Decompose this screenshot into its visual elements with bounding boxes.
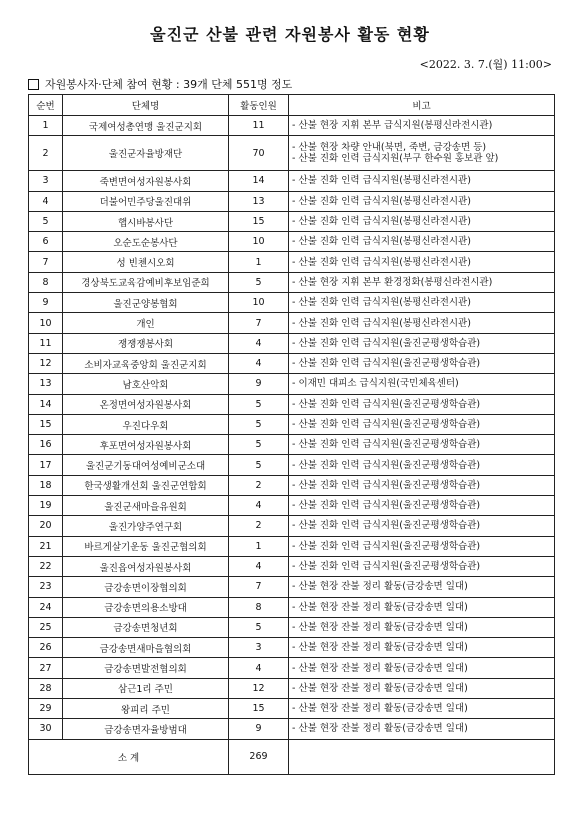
row-notes [289,272,555,292]
row-number: 26 [29,638,63,658]
row-number: 22 [29,556,63,576]
row-organization: 울진읍여성자원봉사회 [63,556,229,576]
row-count: 8 [229,597,289,617]
page-title: 울진군 산불 관련 자원봉사 활동 현황 [150,25,430,44]
row-count: 4 [229,353,289,373]
row-notes [289,719,555,739]
row-notes [289,516,555,536]
row-note-line: - 산불 진화 인력 급식지원(울진군평생학습관) [292,398,481,410]
row-organization: 울진군자율방재단 [63,136,229,171]
row-count: 5 [229,272,289,292]
row-note-line: - 이재민 대피소 급식지원(국민체육센터) [292,378,459,390]
row-number: 1 [29,116,63,136]
row-organization: 죽변면여성자원봉사회 [63,171,229,191]
table-row [29,272,555,292]
row-organization: 금강송면발전협의회 [63,658,229,678]
row-number: 25 [29,617,63,637]
row-notes [289,678,555,698]
table-row [29,252,555,272]
row-number: 4 [29,191,63,211]
row-notes [289,394,555,414]
header-notes: 비고 [289,95,555,116]
row-count: 13 [229,191,289,211]
row-number: 16 [29,435,63,455]
row-note-line: - 산불 진화 인력 급식지원(봉평신라전시관) [292,216,471,228]
table-row [29,394,555,414]
row-number: 5 [29,211,63,231]
row-note-line: - 산불 현장 잔불 정리 활동(금강송면 일대) [292,703,468,715]
table-row [29,516,555,536]
row-number: 13 [29,374,63,394]
participation-summary [28,76,292,92]
table-row [29,414,555,434]
table-row [29,455,555,475]
row-organization: 금강송면이장협의회 [63,577,229,597]
row-number: 14 [29,394,63,414]
row-notes [289,232,555,252]
row-count: 2 [229,475,289,495]
row-number: 24 [29,597,63,617]
row-number: 6 [29,232,63,252]
row-notes [289,496,555,516]
row-organization: 울진군새마을유원회 [63,496,229,516]
row-note-line: - 산불 진화 인력 급식지원(부구 한수원 홍보관 앞) [292,153,499,165]
row-notes [289,414,555,434]
row-count: 5 [229,394,289,414]
row-note-line: - 산불 진화 인력 급식지원(봉평신라전시관) [292,236,471,248]
table-row [29,136,555,171]
row-number: 3 [29,171,63,191]
row-count: 1 [229,252,289,272]
row-organization: 햅시바봉사단 [63,211,229,231]
row-note-line: - 산불 현장 잔불 정리 활동(금강송면 일대) [292,682,468,694]
table-row [29,313,555,333]
row-count: 11 [229,116,289,136]
row-note-line: - 산불 진화 인력 급식지원(봉평신라전시관) [292,256,471,268]
row-organization: 오순도순봉사단 [63,232,229,252]
table-row [29,638,555,658]
table-row [29,232,555,252]
row-note-line: - 산불 현장 잔불 정리 활동(금강송면 일대) [292,621,468,633]
row-count: 14 [229,171,289,191]
total-label: 소 계 [29,739,229,774]
report-date: <2022. 3. 7.(월) 11:00> [419,58,552,71]
total-row [29,739,555,774]
row-notes [289,699,555,719]
row-count: 4 [229,556,289,576]
row-notes [289,475,555,495]
row-note-line: - 산불 진화 인력 급식지원(울진군평생학습관) [292,358,481,370]
row-number: 30 [29,719,63,739]
row-organization: 더불어민주당울진대위 [63,191,229,211]
row-count: 3 [229,638,289,658]
header-organization: 단체명 [63,95,229,116]
row-number: 8 [29,272,63,292]
row-organization: 남호산악회 [63,374,229,394]
table-body [29,116,555,740]
row-count: 4 [229,333,289,353]
row-count: 10 [229,293,289,313]
row-number: 7 [29,252,63,272]
row-organization: 금강송면의용소방대 [63,597,229,617]
row-note-line: - 산불 진화 인력 급식지원(울진군평생학습관) [292,520,481,532]
row-notes [289,136,555,171]
row-number: 17 [29,455,63,475]
row-note-line: - 산불 현장 차량 안내(북면, 죽변, 금강송면 등) [292,142,487,154]
row-organization: 금강송면자율방범대 [63,719,229,739]
row-count: 4 [229,658,289,678]
row-organization: 온정면여성자원봉사회 [63,394,229,414]
row-organization: 소비자교육중앙회 울진군지회 [63,353,229,373]
row-note-line: - 산불 진화 인력 급식지원(울진군평생학습관) [292,540,481,552]
table-row [29,496,555,516]
table-row [29,719,555,739]
table-row [29,678,555,698]
row-count: 5 [229,414,289,434]
row-notes [289,435,555,455]
row-note-line: - 산불 현장 잔불 정리 활동(금강송면 일대) [292,642,468,654]
row-organization: 경상북도교육감예비후보임준희 [63,272,229,292]
row-organization: 바르게살기운동 울진군협의회 [63,536,229,556]
row-notes [289,211,555,231]
row-organization: 개인 [63,313,229,333]
row-note-line: - 산불 현장 잔불 정리 활동(금강송면 일대) [292,662,468,674]
row-number: 21 [29,536,63,556]
row-notes [289,116,555,136]
row-note-line: - 산불 진화 인력 급식지원(봉평신라전시관) [292,317,471,329]
row-organization: 쟁쟁쟁봉사회 [63,333,229,353]
row-organization: 울진군기동대여성예비군소대 [63,455,229,475]
row-number: 18 [29,475,63,495]
row-count: 5 [229,435,289,455]
row-note-line: - 산불 진화 인력 급식지원(봉평신라전시관) [292,297,471,309]
row-notes [289,252,555,272]
table-row [29,116,555,136]
row-note-line: - 산불 현장 잔불 정리 활동(금강송면 일대) [292,581,468,593]
row-organization: 금강송면새마을협의회 [63,638,229,658]
table-row [29,171,555,191]
row-count: 1 [229,536,289,556]
row-notes [289,293,555,313]
volunteer-table [28,94,555,775]
row-note-line: - 산불 진화 인력 급식지원(봉평신라전시관) [292,195,471,207]
row-count: 9 [229,719,289,739]
row-note-line: - 산불 진화 인력 급식지원(울진군평생학습관) [292,459,481,471]
row-notes [289,191,555,211]
table-row [29,658,555,678]
table-row [29,353,555,373]
row-notes [289,353,555,373]
row-notes [289,638,555,658]
row-count: 4 [229,496,289,516]
row-number: 9 [29,293,63,313]
row-organization: 성 빈첸시오회 [63,252,229,272]
row-notes [289,658,555,678]
row-notes [289,333,555,353]
table-row [29,333,555,353]
row-note-line: - 산불 진화 인력 급식지원(울진군평생학습관) [292,479,481,491]
table-row [29,699,555,719]
row-organization: 울진군양봉협회 [63,293,229,313]
row-count: 9 [229,374,289,394]
table-row [29,617,555,637]
row-notes [289,374,555,394]
row-count: 15 [229,699,289,719]
header-count: 활동인원 [229,95,289,116]
row-count: 12 [229,678,289,698]
row-count: 10 [229,232,289,252]
row-number: 19 [29,496,63,516]
row-note-line: - 산불 진화 인력 급식지원(울진군평생학습관) [292,337,481,349]
table-row [29,556,555,576]
row-notes [289,556,555,576]
row-organization: 우진다우회 [63,414,229,434]
table-row [29,597,555,617]
checkbox-square-icon [28,79,39,90]
row-organization: 삼근1리 주민 [63,678,229,698]
row-organization: 국제여성총연맹 울진군지회 [63,116,229,136]
total-notes [289,739,555,774]
row-number: 11 [29,333,63,353]
row-number: 23 [29,577,63,597]
row-notes [289,617,555,637]
row-note-line: - 산불 현장 지휘 본부 환경정화(봉평신라전시관) [292,276,493,288]
row-count: 70 [229,136,289,171]
header-number: 순번 [29,95,63,116]
row-note-line: - 산불 진화 인력 급식지원(울진군평생학습관) [292,500,481,512]
row-count: 15 [229,211,289,231]
row-notes [289,536,555,556]
row-organization: 한국생활개선회 울진군연합회 [63,475,229,495]
row-notes [289,597,555,617]
row-count: 5 [229,455,289,475]
table-header-row [29,95,555,116]
row-count: 2 [229,516,289,536]
row-number: 29 [29,699,63,719]
summary-text: 자원봉사자·단체 참여 현황 : 39개 단체 551명 정도 [45,78,293,91]
row-number: 27 [29,658,63,678]
row-number: 20 [29,516,63,536]
row-note-line: - 산불 현장 잔불 정리 활동(금강송면 일대) [292,601,468,613]
row-note-line: - 산불 진화 인력 급식지원(울진군평생학습관) [292,419,481,430]
row-note-line: - 산불 진화 인력 급식지원(울진군평생학습관) [292,561,481,573]
row-number: 2 [29,136,63,171]
row-number: 10 [29,313,63,333]
row-number: 28 [29,678,63,698]
row-number: 12 [29,353,63,373]
table-row [29,577,555,597]
row-number: 15 [29,414,63,434]
row-organization: 후포면여성자원봉사회 [63,435,229,455]
row-notes [289,171,555,191]
total-count: 269 [229,739,289,774]
table-row [29,374,555,394]
row-organization: 울진가양주연구회 [63,516,229,536]
row-note-line: - 산불 진화 인력 급식지원(울진군평생학습관) [292,439,481,451]
table-row [29,536,555,556]
row-note-line: - 산불 현장 잔불 정리 활동(금강송면 일대) [292,723,468,735]
row-notes [289,313,555,333]
table-row [29,475,555,495]
row-note-line: - 산불 진화 인력 급식지원(봉평신라전시관) [292,175,471,187]
table-row [29,191,555,211]
row-organization: 왕피리 주민 [63,699,229,719]
table-row [29,293,555,313]
row-notes [289,455,555,475]
row-count: 7 [229,313,289,333]
row-count: 7 [229,577,289,597]
row-note-line: - 산불 현장 지휘 본부 급식지원(봉평신라전시관) [292,120,493,132]
row-organization: 금강송면청년회 [63,617,229,637]
table-row [29,211,555,231]
table-row [29,435,555,455]
row-count: 5 [229,617,289,637]
row-notes [289,577,555,597]
